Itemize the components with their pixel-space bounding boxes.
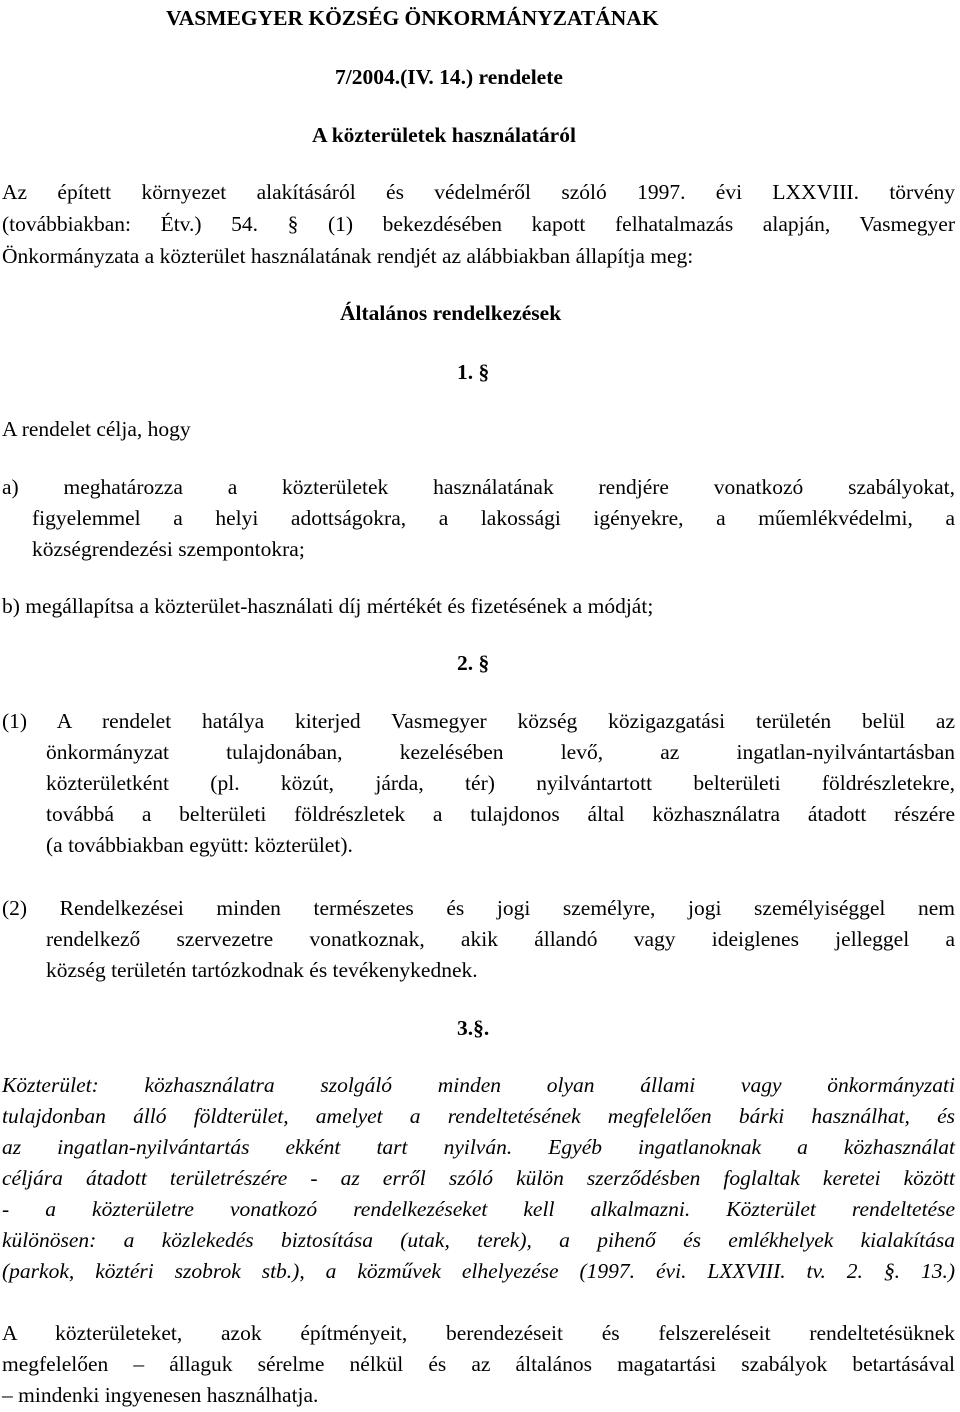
paragraph-2-2-line-2: rendelkező szervezetre vonatkoznak, akik állandó vagy ideiglenes jelleggel a [46, 927, 955, 951]
paragraph-1-a-line-1: a) meghatározza a közterületek használatának rendjére vonatkozó szabályokat, [2, 475, 955, 499]
paragraph-2-1-line-1: (1) A rendelet hatálya kiterjed Vasmegyer község közigazgatási területén belül az [2, 709, 955, 733]
decree-subject: A közterületek használatáról [312, 123, 576, 147]
decree-number: 7/2004.(IV. 14.) rendelete [335, 65, 563, 89]
preamble-line-2: (továbbiakban: Étv.) 54. § (1) bekezdésében kapott felhatalmazás alapján, Vasmegyer [2, 212, 955, 236]
paragraph-2-2-line-3: község területén tartózkodnak és tevékenykednek. [46, 958, 478, 982]
paragraph-1-number: 1. § [457, 360, 490, 384]
paragraph-2-number: 2. § [457, 651, 490, 675]
paragraph-1-b-line-1: b) megállapítsa a közterület-használati díj mértékét és fizetésének a módját; [2, 594, 654, 618]
paragraph-2-1-line-5: (a továbbiakban együtt: közterület). [46, 833, 353, 857]
usage-line-3: – mindenki ingyenesen használhatja. [2, 1383, 319, 1407]
paragraph-2-1-line-2: önkormányzat tulajdonában, kezelésében levő, az ingatlan-nyilvántartásban [46, 740, 955, 764]
preamble-line-3: Önkormányzata a közterület használatának rendjét az alábbiakban állapítja meg: [2, 244, 694, 268]
preamble-line-1: Az épített környezet alakításáról és védelméről szóló 1997. évi LXXVIII. törvény [2, 180, 955, 204]
usage-line-1: A közterületeket, azok építményeit, berendezéseit és felszereléseit rendeltetésüknek [2, 1321, 955, 1345]
paragraph-1-a-line-3: községrendezési szempontokra; [32, 537, 305, 561]
definition-line-4: céljára átadott területrészére - az erről szóló külön szerződésben foglaltak keretei között [2, 1166, 955, 1190]
paragraph-3-number: 3.§. [457, 1016, 490, 1040]
section-title-general: Általános rendelkezések [340, 301, 562, 325]
paragraph-2-1-line-3: közterületként (pl. közút, járda, tér) nyilvántartott belterületi földrészletekre, [46, 771, 955, 795]
definition-line-6: különösen: a közlekedés biztosítása (utak, terek), a pihenő és emlékhelyek kialakítása [2, 1228, 955, 1252]
paragraph-1-intro: A rendelet célja, hogy [2, 417, 191, 441]
paragraph-2-2-line-1: (2) Rendelkezései minden természetes és jogi személyre, jogi személyiséggel nem [2, 896, 955, 920]
usage-line-2: megfelelően – állaguk sérelme nélkül és az általános magatartási szabályok betartásával [2, 1352, 955, 1376]
paragraph-2-1-line-4: továbbá a belterületi földrészletek a tulajdonos által közhasználatra átadott részére [46, 802, 955, 826]
definition-line-7: (parkok, köztéri szobrok stb.), a közművek elhelyezése (1997. évi. LXXVIII. tv. 2. §. 13.) [2, 1259, 955, 1283]
org-title: VASMEGYER KÖZSÉG ÖNKORMÁNYZATÁNAK [166, 6, 659, 30]
definition-line-2: tulajdonban álló földterület, amelyet a rendeltetésének megfelelően bárki használhat, és [2, 1104, 955, 1128]
definition-line-5: - a közterületre vonatkozó rendelkezéseket kell alkalmazni. Közterület rendeltetése [2, 1197, 955, 1221]
paragraph-1-a-line-2: figyelemmel a helyi adottságokra, a lakossági igényekre, a műemlékvédelmi, a [32, 506, 955, 530]
definition-line-3: az ingatlan-nyilvántartás ekként tart nyilván. Egyéb ingatlanoknak a közhasználat [2, 1135, 955, 1159]
definition-line-1: Közterület: közhasználatra szolgáló minden olyan állami vagy önkormányzati [2, 1073, 955, 1097]
